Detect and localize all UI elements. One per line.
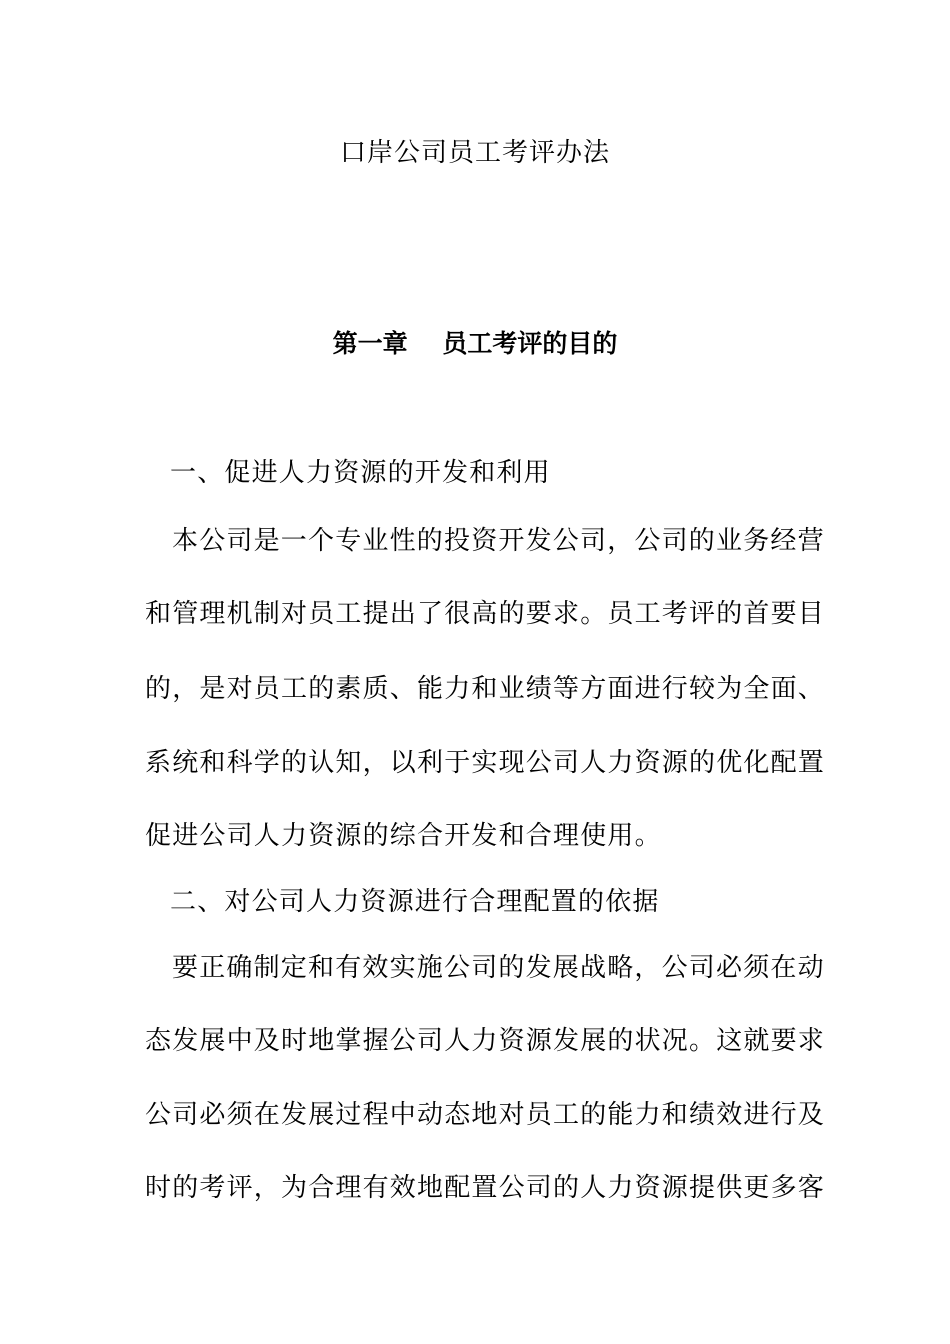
paragraph-line: 的，是对员工的素质、能力和业绩等方面进行较为全面、 <box>145 674 826 704</box>
document-title: 口岸公司员工考评办法 <box>339 138 610 168</box>
paragraph-line: 促进公司人力资源的综合开发和合理使用。 <box>145 821 662 851</box>
paragraph-line: 公司必须在发展过程中动态地对员工的能力和绩效进行及 <box>145 1100 826 1130</box>
section-heading-2: 二、对公司人力资源进行合理配置的依据 <box>170 887 660 917</box>
section-heading-1: 一、促进人力资源的开发和利用 <box>170 458 551 488</box>
paragraph-line: 本公司是一个专业性的投资开发公司，公司的业务经营 <box>172 526 825 556</box>
paragraph-line: 系统和科学的认知，以利于实现公司人力资源的优化配置 <box>145 748 826 778</box>
paragraph-line: 和管理机制对员工提出了很高的要求。员工考评的首要目 <box>145 599 826 629</box>
paragraph-line: 要正确制定和有效实施公司的发展战略，公司必须在动 <box>172 953 825 983</box>
paragraph-line: 时的考评，为合理有效地配置公司的人力资源提供更多客 <box>145 1173 826 1203</box>
paragraph-line: 态发展中及时地掌握公司人力资源发展的状况。这就要求 <box>145 1026 826 1056</box>
chapter-title: 第一章 员工考评的目的 <box>332 329 618 358</box>
